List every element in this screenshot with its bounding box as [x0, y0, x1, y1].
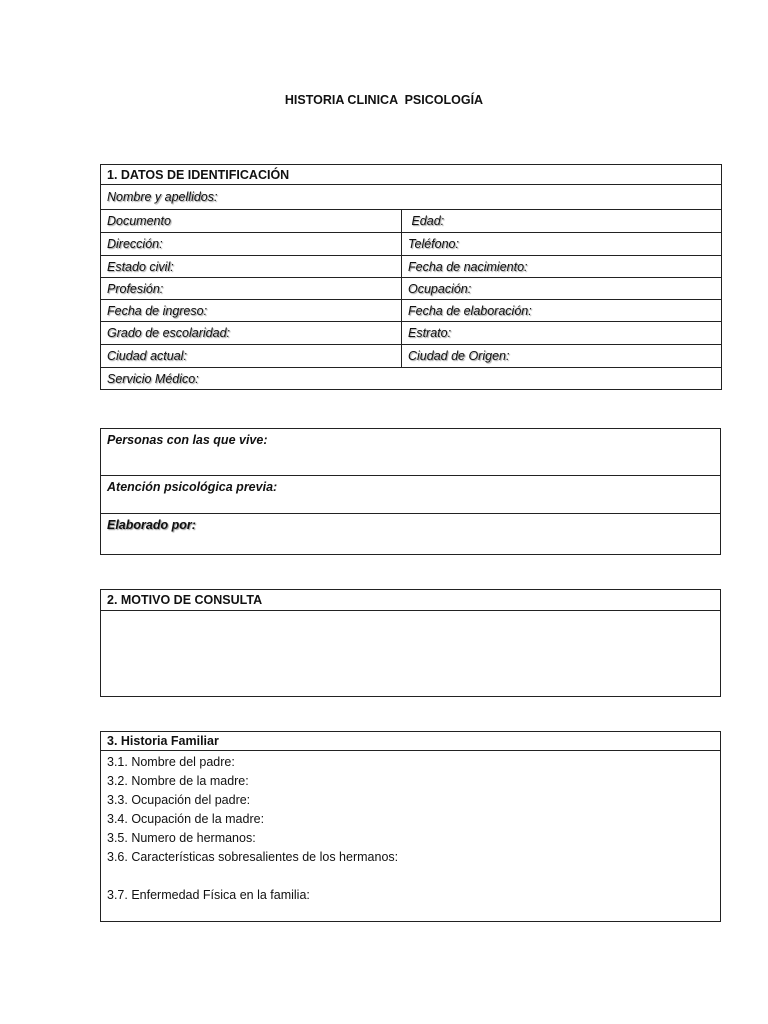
prepared-by-field[interactable]: Elaborado por: [101, 514, 721, 555]
family-history-header: 3. Historia Familiar [101, 732, 721, 751]
profession-field[interactable]: Profesión: [101, 278, 402, 300]
family-illness-item: 3.7. Enfermedad Física en la familia: [107, 888, 310, 902]
siblings-traits-item: 3.6. Características sobresalientes de los hermanos: [107, 850, 399, 864]
origin-city-field[interactable]: Ciudad de Origen: [402, 345, 722, 368]
prior-attention-field[interactable]: Atención psicológica previa: [101, 476, 721, 514]
name-field[interactable]: Nombre y apellidos: [101, 185, 722, 210]
consultation-reason-header: 2. MOTIVO DE CONSULTA [101, 590, 721, 611]
lives-with-field[interactable]: Personas con las que vive: [101, 429, 721, 476]
consultation-reason-area[interactable] [101, 611, 721, 697]
phone-field[interactable]: Teléfono: [402, 233, 722, 256]
admission-date-field[interactable]: Fecha de ingreso: [101, 300, 402, 322]
identification-header: 1. DATOS DE IDENTIFICACIÓN [101, 165, 722, 185]
stratum-field[interactable]: Estrato: [402, 322, 722, 345]
father-name-item: 3.1. Nombre del padre: [107, 755, 235, 769]
marital-status-field[interactable]: Estado civil: [101, 256, 402, 278]
spacer [107, 867, 714, 886]
document-title: HISTORIA CLINICA PSICOLOGÍA [284, 93, 484, 107]
mother-name-item: 3.2. Nombre de la madre: [107, 774, 249, 788]
occupation-field[interactable]: Ocupación: [402, 278, 722, 300]
siblings-count-item: 3.5. Numero de hermanos: [107, 831, 256, 845]
mother-occupation-item: 3.4. Ocupación de la madre: [107, 812, 265, 826]
education-level-field[interactable]: Grado de escolaridad: [101, 322, 402, 345]
family-history-list[interactable] [101, 751, 721, 922]
father-occupation-item: 3.3. Ocupación del padre: [107, 793, 251, 807]
additional-info-table [100, 428, 721, 555]
age-field[interactable]: Edad: [402, 210, 722, 233]
identification-table [100, 164, 722, 390]
elaboration-date-field[interactable]: Fecha de elaboración: [402, 300, 722, 322]
birth-date-field[interactable]: Fecha de nacimiento: [402, 256, 722, 278]
family-history-table [100, 731, 721, 922]
medical-service-field[interactable]: Servicio Médico: [101, 368, 722, 390]
consultation-reason-table [100, 589, 721, 697]
address-field[interactable]: Dirección: [101, 233, 402, 256]
document-field[interactable]: Documento [101, 210, 402, 233]
current-city-field[interactable]: Ciudad actual: [101, 345, 402, 368]
